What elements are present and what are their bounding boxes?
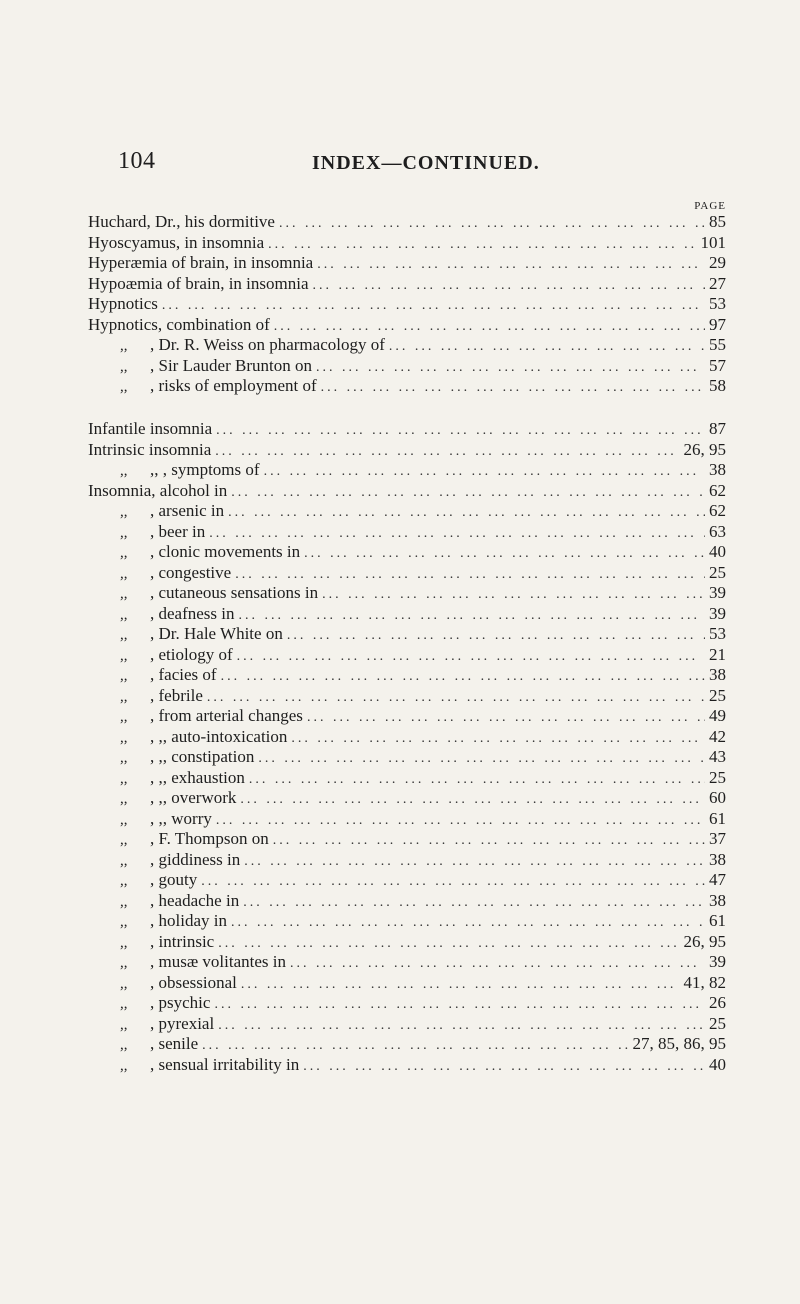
entry-pages: 60 (709, 788, 726, 807)
index-entry (88, 481, 726, 501)
index-entry (120, 809, 726, 829)
entry-pages: 87 (709, 419, 726, 438)
dot-leader (231, 483, 705, 503)
entry-pages: 42 (709, 727, 726, 746)
dot-leader (162, 296, 705, 316)
dot-leader (317, 255, 705, 275)
ditto-mark: ,, (120, 504, 128, 520)
entry-label: , gouty (150, 870, 198, 889)
index-entry (88, 440, 726, 460)
index-entry (120, 604, 726, 624)
dot-leader (389, 337, 705, 357)
index-entry (88, 233, 726, 253)
entry-pages: 47 (709, 870, 726, 889)
entry-pages: 29 (709, 253, 726, 272)
dot-leader (214, 995, 705, 1015)
index-entry (120, 501, 726, 521)
page-number: 104 (118, 148, 156, 174)
entry-label: , giddiness in (150, 850, 241, 869)
entry-label: , psychic (150, 993, 211, 1012)
index-entry (120, 645, 726, 665)
index-entry (88, 294, 726, 314)
running-head: INDEX—CONTINUED. (312, 152, 540, 174)
index-entry (120, 911, 726, 931)
entry-label: , intrinsic (150, 932, 215, 951)
index-entry (120, 993, 726, 1013)
entry-pages: 43 (709, 747, 726, 766)
index-entry (120, 788, 726, 808)
index-entry (120, 376, 726, 396)
index-entry (88, 274, 726, 294)
entry-pages: 25 (709, 1014, 726, 1033)
entry-pages: 61 (709, 911, 726, 930)
ditto-mark: ,, (120, 914, 128, 930)
ditto-mark: ,, (120, 668, 128, 684)
ditto-mark: ,, (120, 976, 128, 992)
dot-leader (264, 462, 705, 482)
entry-label: Infantile insomnia (88, 419, 213, 438)
index-entry (120, 356, 726, 376)
entry-pages: 39 (709, 604, 726, 623)
entry-label: , Dr. Hale White on (150, 624, 283, 643)
ditto-mark: ,, (120, 566, 128, 582)
ditto-mark: ,, (120, 525, 128, 541)
index-entry (120, 870, 726, 890)
ditto-mark: ,, (120, 359, 128, 375)
ditto-mark: ,, (120, 338, 128, 354)
entry-label: , etiology of (150, 645, 233, 664)
entry-label: , Dr. R. Weiss on pharmacology of (150, 335, 385, 354)
index-entry (120, 1034, 726, 1054)
entry-pages: 38 (709, 891, 726, 910)
ditto-mark: ,, (120, 853, 128, 869)
dot-leader (291, 729, 705, 749)
index-entry (88, 315, 726, 335)
dot-leader (215, 442, 679, 462)
entry-label: , senile (150, 1034, 199, 1053)
index-entry (88, 212, 726, 232)
entry-pages: 49 (709, 706, 726, 725)
dot-leader (321, 378, 705, 398)
entry-label: , from arterial changes (150, 706, 303, 725)
entry-label: ,, , symptoms of (150, 460, 260, 479)
entry-pages: 25 (709, 686, 726, 705)
entry-label: , ,, overwork (150, 788, 237, 807)
index-entry (120, 665, 726, 685)
dot-leader (209, 524, 705, 544)
entry-label: , obsessional (150, 973, 237, 992)
index-entry (120, 542, 726, 562)
dot-leader (241, 975, 680, 995)
ditto-mark: ,, (120, 935, 128, 951)
dot-leader (235, 565, 705, 585)
entry-pages: 41, 82 (683, 973, 726, 992)
ditto-mark: ,, (120, 996, 128, 1012)
dot-leader (221, 667, 705, 687)
ditto-mark: ,, (120, 955, 128, 971)
entry-pages: 27, 85, 86, 95 (632, 1034, 726, 1053)
entry-label: , risks of employment of (150, 376, 317, 395)
dot-leader (290, 954, 705, 974)
index-entry (120, 829, 726, 849)
index-entry (88, 253, 726, 273)
dot-leader (218, 1016, 705, 1036)
dot-leader (237, 647, 705, 667)
dot-leader (279, 214, 705, 234)
ditto-mark: ,, (120, 586, 128, 602)
dot-leader (273, 831, 705, 851)
entry-pages: 39 (709, 952, 726, 971)
dot-leader (322, 585, 705, 605)
index-entry (120, 624, 726, 644)
ditto-mark: ,, (120, 832, 128, 848)
dot-leader (316, 358, 705, 378)
dot-leader (239, 606, 705, 626)
index-entry (120, 973, 726, 993)
dot-leader (243, 893, 705, 913)
entry-pages: 53 (709, 624, 726, 643)
ditto-mark: ,, (120, 873, 128, 889)
entry-pages: 25 (709, 768, 726, 787)
entry-label: , ,, exhaustion (150, 768, 245, 787)
ditto-mark: ,, (120, 709, 128, 725)
dot-leader (258, 749, 705, 769)
dot-leader (231, 913, 705, 933)
ditto-mark: ,, (120, 1058, 128, 1074)
entry-label: , congestive (150, 563, 232, 582)
entry-label: Hypnotics (88, 294, 158, 313)
entry-label: Insomnia, alcohol in (88, 481, 228, 500)
dot-leader (216, 421, 705, 441)
entry-label: Intrinsic insomnia (88, 440, 212, 459)
dot-leader (307, 708, 705, 728)
index-entry (120, 891, 726, 911)
entry-pages: 26 (709, 993, 726, 1012)
entry-pages: 85 (709, 212, 726, 231)
ditto-mark: ,, (120, 730, 128, 746)
ditto-mark: ,, (120, 648, 128, 664)
entry-pages: 53 (709, 294, 726, 313)
dot-leader (218, 934, 679, 954)
ditto-mark: ,, (120, 894, 128, 910)
entry-label: Hyoscyamus, in insomnia (88, 233, 265, 252)
index-entry (120, 522, 726, 542)
entry-pages: 27 (709, 274, 726, 293)
ditto-mark: ,, (120, 463, 128, 479)
entry-pages: 25 (709, 563, 726, 582)
index-entry (120, 583, 726, 603)
entry-pages: 21 (709, 645, 726, 664)
entry-pages: 101 (700, 233, 726, 252)
entry-label: , ,, auto-intoxication (150, 727, 288, 746)
entry-label: , cutaneous sensations in (150, 583, 319, 602)
entry-label: Hypoæmia of brain, in insomnia (88, 274, 309, 293)
dot-leader (228, 503, 705, 523)
entry-label: , ,, worry (150, 809, 212, 828)
index-entry (120, 460, 726, 480)
dot-leader (303, 1057, 705, 1077)
entry-label: , arsenic in (150, 501, 225, 520)
entry-pages: 62 (709, 501, 726, 520)
dot-leader (249, 770, 705, 790)
ditto-mark: ,, (120, 607, 128, 623)
index-entry (120, 563, 726, 583)
entry-pages: 38 (709, 850, 726, 869)
index-entry (120, 1055, 726, 1075)
entry-pages: 55 (709, 335, 726, 354)
entry-label: , F. Thompson on (150, 829, 269, 848)
dot-leader (207, 688, 705, 708)
entry-label: Hyperæmia of brain, in insomnia (88, 253, 314, 272)
dot-leader (313, 276, 705, 296)
entry-pages: 97 (709, 315, 726, 334)
dot-leader (244, 852, 705, 872)
entry-pages: 38 (709, 665, 726, 684)
entry-pages: 63 (709, 522, 726, 541)
entry-label: , headache in (150, 891, 240, 910)
entry-pages: 57 (709, 356, 726, 375)
entry-pages: 37 (709, 829, 726, 848)
entry-label: , clonic movements in (150, 542, 301, 561)
entry-pages: 39 (709, 583, 726, 602)
index-entry (120, 747, 726, 767)
entry-pages: 58 (709, 376, 726, 395)
index-entry (120, 850, 726, 870)
page-column-label: PAGE (694, 200, 726, 212)
entry-label: , sensual irritability in (150, 1055, 300, 1074)
entry-label: Huchard, Dr., his dormitive (88, 212, 275, 231)
ditto-mark: ,, (120, 627, 128, 643)
entry-pages: 40 (709, 542, 726, 561)
ditto-mark: ,, (120, 791, 128, 807)
index-entry (120, 952, 726, 972)
index-entry (120, 727, 726, 747)
entry-label: , musæ volitantes in (150, 952, 286, 971)
ditto-mark: ,, (120, 545, 128, 561)
entry-pages: 40 (709, 1055, 726, 1074)
index-entry (120, 335, 726, 355)
ditto-mark: ,, (120, 689, 128, 705)
entry-label: , holiday in (150, 911, 227, 930)
index-entry (88, 419, 726, 439)
index-entry (120, 932, 726, 952)
dot-leader (287, 626, 705, 646)
ditto-mark: ,, (120, 379, 128, 395)
entry-label: , febrile (150, 686, 203, 705)
entry-label: Hypnotics, combination of (88, 315, 270, 334)
dot-leader (304, 544, 705, 564)
dot-leader (201, 872, 705, 892)
entry-pages: 26, 95 (683, 440, 726, 459)
entry-pages: 38 (709, 460, 726, 479)
index-entry (120, 706, 726, 726)
entry-label: , pyrexial (150, 1014, 215, 1033)
dot-leader (216, 811, 705, 831)
ditto-mark: ,, (120, 812, 128, 828)
entry-label: , beer in (150, 522, 206, 541)
dot-leader (202, 1036, 628, 1056)
index-entry (120, 768, 726, 788)
ditto-mark: ,, (120, 750, 128, 766)
dot-leader (274, 317, 705, 337)
entry-pages: 26, 95 (683, 932, 726, 951)
entry-label: , deafness in (150, 604, 235, 623)
ditto-mark: ,, (120, 1037, 128, 1053)
entry-label: , facies of (150, 665, 217, 684)
entry-label: , Sir Lauder Brunton on (150, 356, 312, 375)
index-entry (120, 1014, 726, 1034)
dot-leader (268, 235, 696, 255)
entry-label: , ,, constipation (150, 747, 255, 766)
index-entry (120, 686, 726, 706)
ditto-mark: ,, (120, 1017, 128, 1033)
entry-pages: 62 (709, 481, 726, 500)
entry-pages: 61 (709, 809, 726, 828)
ditto-mark: ,, (120, 771, 128, 787)
dot-leader (240, 790, 705, 810)
